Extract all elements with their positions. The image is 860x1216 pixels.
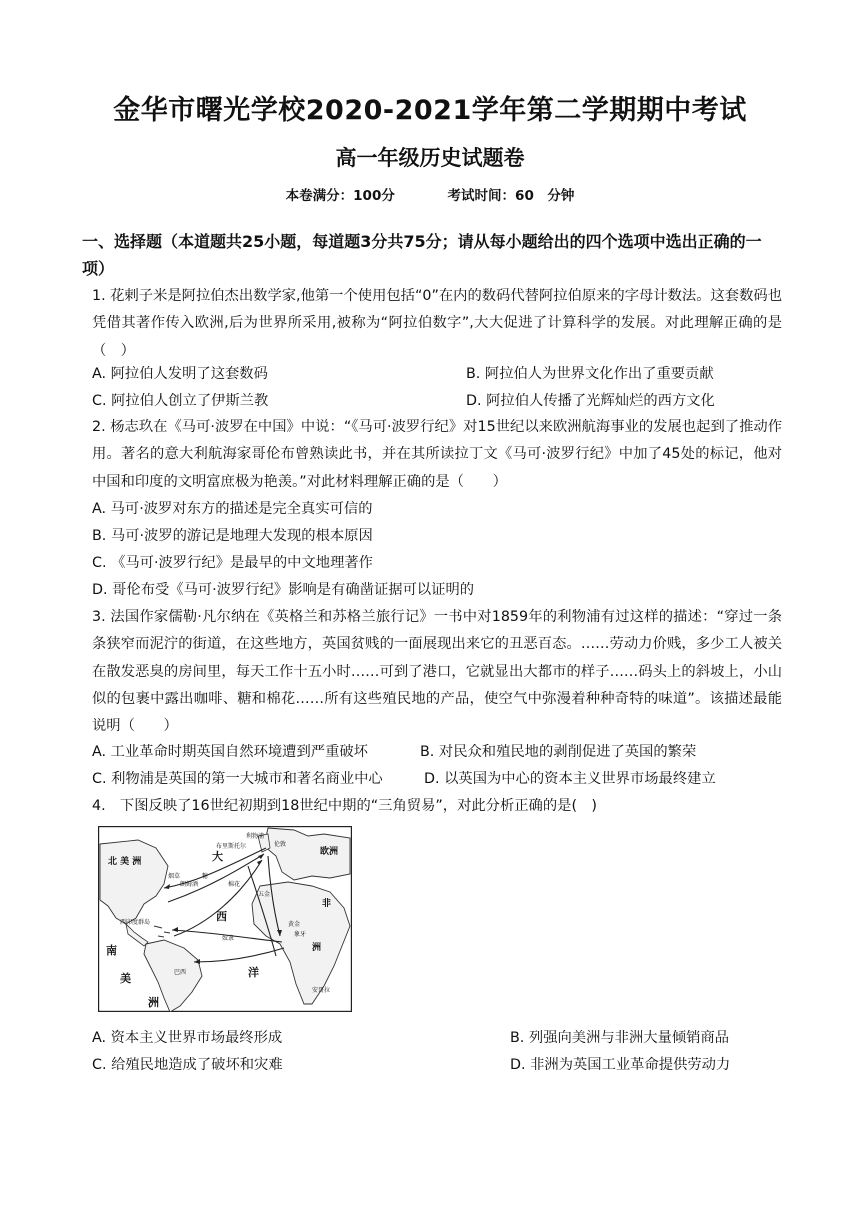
question-4-option-c: C. 给殖民地造成了破坏和灾难 bbox=[92, 1057, 283, 1073]
label-north-america: 北 美 洲 bbox=[108, 857, 142, 867]
label-brazil: 巴西 bbox=[174, 969, 187, 976]
label-yang: 洋 bbox=[248, 966, 259, 979]
exam-meta bbox=[0, 184, 860, 204]
full-score: 本卷满分：100分 bbox=[285, 188, 395, 204]
question-1-option-b: B. 阿拉伯人为世界文化作出了重要贡献 bbox=[466, 366, 714, 382]
question-1-option-c: C. 阿拉伯人创立了伊斯兰教 bbox=[92, 393, 269, 409]
question-2-option-c: C. 《马可·波罗行纪》是最早的中文地理著作 bbox=[92, 555, 373, 571]
exam-title: 金华市曙光学校2020-2021学年第二学期期中考试 bbox=[113, 95, 747, 126]
label-europe: 欧洲 bbox=[320, 847, 339, 857]
label-slaves: 奴隶 bbox=[222, 935, 235, 942]
label-hardware: 五金 bbox=[258, 891, 271, 898]
exam-time: 考试时间：60 分钟 bbox=[447, 188, 575, 204]
label-da: 大 bbox=[212, 850, 223, 863]
label-sugar: 糖 bbox=[202, 873, 209, 880]
label-bristol: 布里斯托尔 bbox=[216, 843, 247, 850]
triangle-trade-map bbox=[98, 826, 352, 1012]
label-liverpool: 利物浦 bbox=[246, 833, 265, 840]
label-rum: 朗姆酒 bbox=[180, 881, 199, 888]
question-1-stem: 1. 花剌子米是阿拉伯杰出数学家,他第一个使用包括“0”在内的数码代替阿拉伯原来的字母计数法。这套数码也凭借其著作传入欧洲,后为世界所采用,被称为“阿拉伯数字”,大大促进了计算科学的发展。对此理解正确的是（ ） bbox=[92, 288, 782, 359]
question-4-option-a: A. 资本主义世界市场最终形成 bbox=[92, 1030, 283, 1046]
label-xi: 西 bbox=[216, 910, 227, 923]
question-2-option-b: B. 马可·波罗的游记是地理大发现的根本原因 bbox=[92, 528, 373, 544]
exam-subtitle: 高一年级历史试题卷 bbox=[335, 146, 525, 170]
question-3-option-d: D. 以英国为中心的资本主义世界市场最终建立 bbox=[424, 771, 716, 787]
label-zhou: 洲 bbox=[148, 996, 159, 1009]
question-2-option-d: D. 哥伦布受《马可·波罗行纪》影响是有确凿证据可以证明的 bbox=[92, 582, 475, 598]
label-mei: 美 bbox=[120, 972, 131, 985]
label-africa-zhou: 洲 bbox=[312, 943, 322, 953]
label-tobacco: 烟草 bbox=[168, 873, 181, 880]
label-gold: 黄金 bbox=[288, 921, 301, 928]
label-ivory: 象牙 bbox=[294, 931, 307, 938]
label-london: 伦敦 bbox=[274, 841, 287, 848]
label-angola: 安哥拉 bbox=[312, 987, 331, 994]
question-3-option-c: C. 利物浦是英国的第一大城市和著名商业中心 bbox=[92, 771, 383, 787]
label-nan: 南 bbox=[106, 944, 117, 957]
label-west-indies: 西印度群岛 bbox=[120, 919, 151, 926]
question-3-option-b: B. 对民众和殖民地的剥削促进了英国的繁荣 bbox=[420, 744, 697, 760]
question-4-option-b: B. 列强向美洲与非洲大量倾销商品 bbox=[510, 1030, 730, 1046]
question-1-option-a: A. 阿拉伯人发明了这套数码 bbox=[92, 366, 268, 382]
question-3-option-a: A. 工业革命时期英国自然环境遭到严重破坏 bbox=[92, 744, 368, 760]
label-africa-fei: 非 bbox=[322, 899, 332, 909]
question-2-option-a: A. 马可·波罗对东方的描述是完全真实可信的 bbox=[92, 501, 373, 517]
question-2-stem: 2. 杨志玖在《马可·波罗在中国》中说：“《马可·波罗行纪》对15世纪以来欧洲航海事业的发展也起到了推动作用。著名的意大利航海家哥伦布曾熟读此书，并在其所读拉丁文《马可·波罗行纪》中加了45处的标记，他对中国和印度的文明富庶极为艳羡。”对此材料理解正确的是（ ） bbox=[92, 419, 782, 490]
label-cotton: 棉花 bbox=[228, 881, 241, 888]
section-heading: 一、选择题（本道题共25小题，每道题3分共75分；请从每小题给出的四个选项中选出正确的一项） bbox=[82, 232, 762, 278]
question-1-option-d: D. 阿拉伯人传播了光辉灿烂的西方文化 bbox=[466, 393, 715, 409]
question-4-stem: 4. 下图反映了16世纪初期到18世纪中期的“三角贸易”，对此分析正确的是( ) bbox=[92, 798, 597, 814]
question-4-option-d: D. 非洲为英国工业革命提供劳动力 bbox=[510, 1057, 731, 1073]
question-3-stem: 3. 法国作家儒勒·凡尔纳在《英格兰和苏格兰旅行记》一书中对1859年的利物浦有过这样的描述：“穿过一条条狭窄而泥泞的街道，在这些地方，英国贫贱的一面展现出来它的丑恶百态。……劳动力价贱，多少工人被关在散发恶臭的房间里，每天工作十五小时……可到了港口，它就显出大都市的样子……码头上的斜坡上，小山似的包裹中露出咖啡、糖和棉花……所有这些殖民地的产品，使空气中弥漫着种种奇特的味道”。该描述最能说明（ ） bbox=[92, 609, 782, 735]
